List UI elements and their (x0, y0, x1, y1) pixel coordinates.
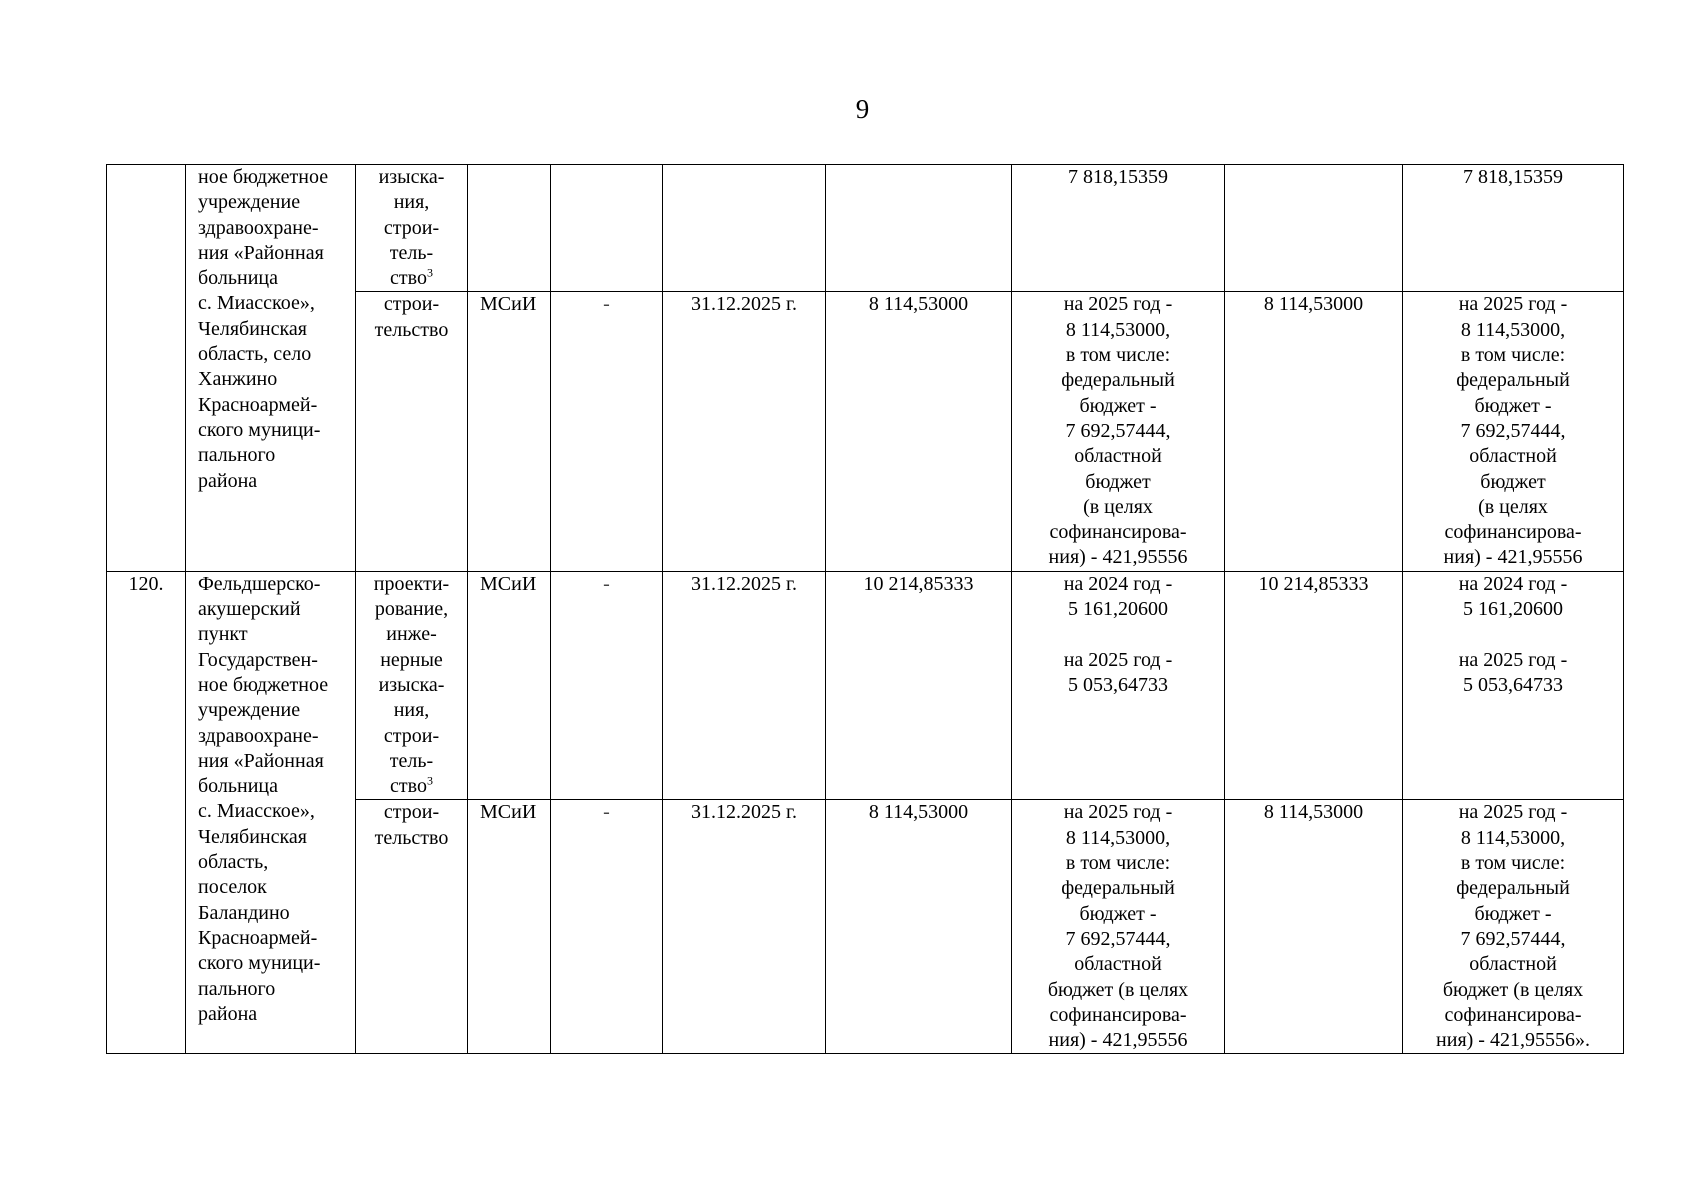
object-name-part-b: с. Миасское», Челябинская область, село Ханжино Красноармей- ского муници- пального района (198, 292, 321, 492)
date-cell: 31.12.2025 г. (663, 571, 826, 800)
date-cell (663, 165, 826, 292)
funding2-cell: 7 818,15359 (1403, 165, 1624, 292)
funding-cell: на 2025 год - 8 114,53000, в том числе: федеральный бюджет - 7 692,57444, областной бюджет (в целях софинансирова- ния) - 421,95556 (1012, 292, 1225, 571)
dash-cell: - (551, 571, 663, 800)
funding2-cell: на 2025 год - 8 114,53000, в том числе: федеральный бюджет - 7 692,57444, областной бюджет (в целях софинансирова- ния) - 421,95556». (1403, 800, 1624, 1054)
cost-cell: 8 114,53000 (826, 292, 1012, 571)
customer-cell: МСиИ (468, 292, 551, 571)
row-number-cell: 120. (107, 571, 186, 1054)
customer-cell: МСиИ (468, 571, 551, 800)
work-type-cell (356, 165, 468, 292)
investment-table (106, 164, 1624, 1054)
cost2-cell: 10 214,85333 (1225, 571, 1403, 800)
work-type-cell (356, 571, 468, 800)
footnote-mark: 3 (426, 773, 433, 788)
object-name-part-a: Фельдшерско- акушерский пункт Государствен- ное бюджетное учреждение здравоохране- ния «Районная больница (198, 572, 329, 798)
cost2-cell: 8 114,53000 (1225, 800, 1403, 1054)
work-type-text: проекти- рование, инже- нерные изыска- ния, строи- тель- ство (373, 572, 450, 798)
funding2-cell: на 2024 год - 5 161,20600 на 2025 год - 5 053,64733 (1403, 571, 1624, 800)
customer-cell (468, 165, 551, 292)
row-number-cell (107, 165, 186, 572)
date-cell: 31.12.2025 г. (663, 800, 826, 1054)
cost2-cell (1225, 165, 1403, 292)
dash-cell: - (551, 292, 663, 571)
footnote-mark: 3 (426, 265, 433, 280)
customer-cell: МСиИ (468, 800, 551, 1054)
work-type-cell: строи- тельство (356, 292, 468, 571)
funding2-cell: на 2025 год - 8 114,53000, в том числе: федеральный бюджет - 7 692,57444, областной бюджет (в целях софинансирова- ния) - 421,95556 (1403, 292, 1624, 571)
dash-cell: - (551, 800, 663, 1054)
cost-cell: 8 114,53000 (826, 800, 1012, 1054)
object-name-cell (186, 571, 356, 1054)
funding-cell: на 2024 год - 5 161,20600 на 2025 год - 5 053,64733 (1012, 571, 1225, 800)
dash-cell (551, 165, 663, 292)
object-name-part-a: ное бюджетное учреждение здравоохране- ния «Районная больница (198, 166, 329, 290)
date-cell: 31.12.2025 г. (663, 292, 826, 571)
page-number: 9 (855, 94, 870, 124)
table-row (107, 165, 1624, 292)
cost-cell: 10 214,85333 (826, 571, 1012, 800)
object-name-part-b: с. Миасское», Челябинская область, поселок Баландино Красноармей- ского муници- пального района (198, 800, 321, 1025)
work-type-text: изыска- ния, строи- тель- ство (378, 166, 445, 290)
cost-cell (826, 165, 1012, 292)
funding-cell: 7 818,15359 (1012, 165, 1225, 292)
cost2-cell: 8 114,53000 (1225, 292, 1403, 571)
table-row (107, 571, 1624, 800)
funding-cell: на 2025 год - 8 114,53000, в том числе: федеральный бюджет - 7 692,57444, областной бюджет (в целях софинансирова- ния) - 421,95556 (1012, 800, 1225, 1054)
object-name-cell (186, 165, 356, 572)
work-type-cell: строи- тельство (356, 800, 468, 1054)
